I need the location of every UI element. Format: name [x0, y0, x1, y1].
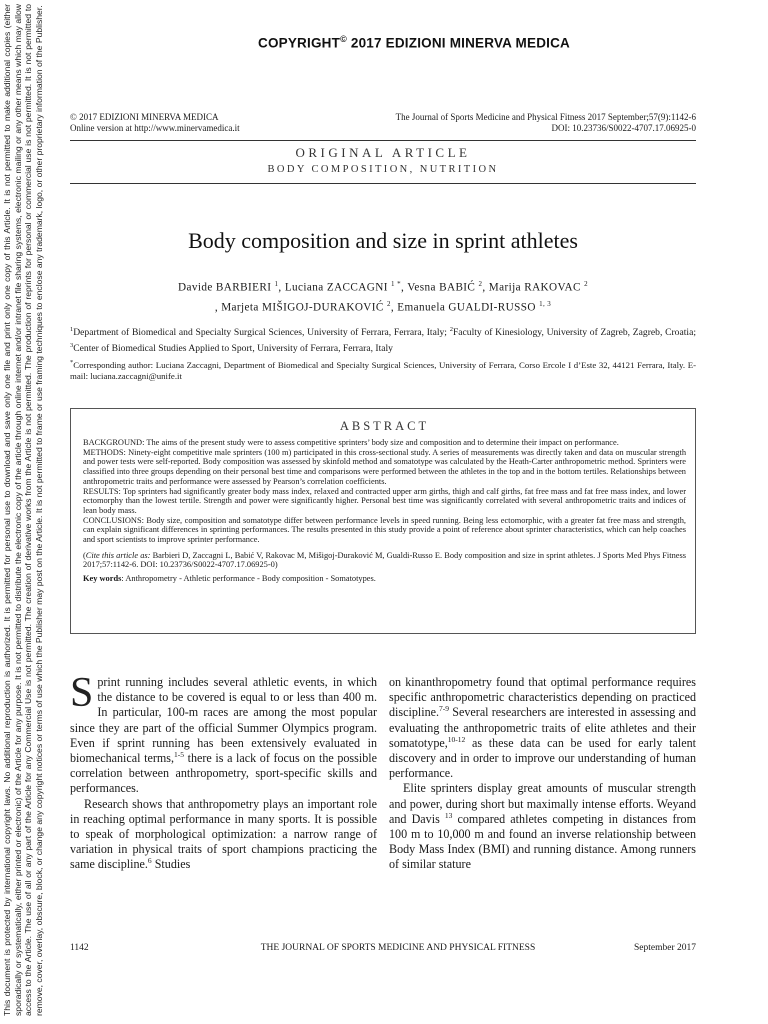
copyright-notice-text: This document is protected by international copyright laws. No additional reproduction is authorized. It is permitted for personal use to download and save only one file and print only one copy of this Article. It is not permitted to make additional copies (either sporadically or systematically, either printed or electronic) of the Article for any purpose. It is not permitted to distribute the electronic copy of the article through online internet and/or intranet file sharing systems, electronic mailing or any other means which may allow access to the Article. The use of all or any part of the Article for any Commercial Use is not permitted. The creation of derivative works from the Article is not permitted. The production of reprints for personal or commercial use is not permitted. It is not permitted to remove, cover, overlay, obscure, block, or change any copyright notices or terms of use which the Publisher may post on the Article. It is not permitted to frame or use framing techniques to enclose any trademark, logo, or other proprietary information of the Publisher. — [2, 4, 44, 1016]
author-affiliation-mark: 1, 3 — [539, 299, 552, 308]
author-list — [90, 276, 676, 315]
body-paragraph — [70, 670, 377, 797]
publisher-copyright: © 2017 EDIZIONI MINERVA MEDICA — [70, 112, 219, 122]
copyright-banner — [70, 34, 758, 51]
footer-journal-name: THE JOURNAL OF SPORTS MEDICINE AND PHYSICAL FITNESS — [260, 943, 536, 953]
article-type-header — [70, 140, 696, 184]
abstract-text: Ninety-eight competitive male sprinters (100 m) participated in this cross-sectional study. A series of measurements was directly taken and data on muscular strength and power tests were self-reported. Body composition was assessed by skinfold method and somatotype was calculated by the Heath-Carter anthropometric method. Sprinters were classified into three groups depending on their personal best time and comparisons were performed between the athletes in the top and in the bottom tertiles. Relationships between anthropometric traits and performance were assessed by Pearson’s correlation coefficients. — [83, 447, 687, 486]
abstract-background — [83, 438, 686, 448]
cite-label: Cite this article as: — [85, 550, 151, 560]
body-text: as these data can be used for early talent discovery and in order to improve our understanding of human performance. — [389, 735, 696, 781]
cite-as: (Cite this article as: Barbieri D, Zaccagni L, Babić V, Rakovac M, Mišigoj-Duraković M, Gualdi-Russo E. Body composition and size in sprint athletes. J Sports Med Phys Fitness 2017;57:1142-6. DOI: 10.23736/S0022-4707.17.06925-0) — [83, 550, 686, 570]
abstract-heading: ABSTRACT — [339, 419, 430, 433]
citation-ref: 10-12 — [447, 734, 466, 744]
paper-title: Body composition and size in sprint athletes — [188, 228, 578, 253]
body-text: Several researchers are interested in assessing and evaluating the anthropometric traits of elite athletes and their somatotype, — [389, 705, 696, 750]
abstract-text: The aims of the present study were to assess competitive sprinters’ body size and composition and to determine their impact on performance. — [146, 438, 619, 447]
author-name: Davide BARBIERI — [178, 281, 275, 294]
affiliations — [70, 323, 696, 355]
author-name: , Vesna BABIĆ — [401, 281, 479, 294]
body-text: Research shows that anthropometry plays an important role in reaching optimal performance in many sports. It is possible to speak of morphological optimization: a narrow range of variation in physical traits of sport champions practicing the same discipline. — [70, 796, 377, 872]
body-text: print running includes several athletic events, in which the distance to be covered is equal to or less than 400 m. In particular, 100-m races are among the most popular since they are part of the official Summer Olympics program. Even if sprint running has been extensively evaluated in biomechanical terms, — [70, 675, 377, 766]
abstract-methods — [83, 448, 686, 487]
banner-post: 2017 EDIZIONI MINERVA MEDICA — [346, 35, 570, 51]
body-text: on kinanthropometry found that optimal performance requires specific anthropometric characteristics depending on practiced discipline. — [389, 675, 696, 720]
body-paragraph — [389, 675, 696, 781]
keywords — [83, 574, 686, 584]
abstract-label: BACKGROUND: — [83, 438, 147, 447]
drop-cap: S — [70, 670, 94, 716]
abstract-text: Body size, composition and somatotype differ between performance levels in speed running. Being less ectomorphic, with a greater fat free mass and strength, can explain significant differences in sprinting performances. The results presented in this study provide a point of reference about sprinter characteristics, which can help coaches and sport scientists to improve sprinter performance. — [83, 515, 686, 545]
journal-citation-info — [396, 112, 696, 134]
author-name: , Luciana ZACCAGNI — [278, 281, 392, 294]
abstract-box — [70, 408, 696, 634]
citation-ref: 6 — [147, 856, 152, 866]
online-version-link[interactable]: Online version at http://www.minervamedica.it — [70, 123, 240, 133]
affiliation-text: Center of Biomedical Studies Applied to Sport, University of Ferrara, Ferrara, Italy — [73, 343, 393, 355]
banner-pre: COPYRIGHT — [258, 35, 341, 51]
affiliation-mark: 3 — [70, 342, 74, 350]
article-type-label: ORIGINAL ARTICLE — [295, 145, 471, 160]
page-number: 1142 — [70, 943, 89, 953]
citation-ref: 13 — [444, 810, 453, 820]
author-affiliation-mark: 2 — [478, 280, 483, 288]
affiliation-text: Faculty of Kinesiology, University of Zagreb, Zagreb, Croatia; — [452, 327, 696, 339]
corresponding-mark: * — [70, 359, 74, 366]
body-text: Studies — [151, 857, 191, 872]
author-affiliation-mark: 2 — [584, 280, 588, 288]
publisher-info — [70, 112, 240, 134]
author-affiliation-mark: 1 — [274, 280, 279, 288]
abstract-conclusions — [83, 516, 686, 545]
body-text: compared athletes competing in distances from 100 m to 10,000 m and found an inverse relationship between Body Mass Index (BMI) and running distance. Among runners of similar stature — [389, 811, 696, 872]
affiliation-text: Department of Biomedical and Specialty Surgical Sciences, University of Ferrara, Ferrara, Italy; — [73, 327, 450, 339]
article-section-label: BODY COMPOSITION, NUTRITION — [267, 164, 499, 175]
body-column-right — [389, 675, 696, 873]
body-paragraph — [70, 797, 377, 873]
body-text: Elite sprinters display great amounts of muscular strength and power, during short but maximally intense efforts. Weyand and Davis — [389, 781, 696, 826]
author-name: , Marija RAKOVAC — [482, 281, 585, 294]
author-affiliation-mark: 1 * — [391, 280, 401, 288]
citation-ref: 7-9 — [439, 704, 450, 714]
author-name: , Emanuela GUALDI-RUSSO — [390, 301, 540, 314]
affiliation-mark: 1 — [70, 326, 74, 333]
author-name: , Marjeta MIŠIGOJ-DURAKOVIĆ — [214, 301, 387, 314]
abstract-label: METHODS: — [83, 447, 129, 457]
banner-copyright-symbol: © — [340, 34, 347, 44]
copyright-side-notice — [0, 0, 66, 1024]
author-affiliation-mark: 2 — [386, 299, 391, 308]
cite-text: Barbieri D, Zaccagni L, Babić V, Rakovac M, Mišigoj-Duraković M, Gualdi-Russo E. Body composition and size in sprint athletes. J Sports Med Phys Fitness 2017;57:1142-6. DOI: 10.23736/S0022-4707.17.06925-0) — [83, 550, 686, 570]
abstract-label: CONCLUSIONS: — [83, 515, 147, 525]
body-text: there is a lack of focus on the possible correlation between anthropometry, sport-specific skills and performances. — [70, 751, 377, 796]
keywords-text: : Anthropometry - Athletic performance - Body composition - Somatotypes. — [121, 574, 376, 584]
abstract-text: Top sprinters had significantly greater body mass index, relaxed and contracted upper arm girths, thigh and calf girths, fat free mass and fat free mass index, and lower ectomorphy than the lowest tertile. Strength and power were significantly higher. Personal best time was significantly correlated with several anthropometric traits and indices of lean body mass. — [83, 486, 687, 515]
affiliation-mark: 2 — [449, 326, 453, 333]
corresponding-author-text: Corresponding author: Luciana Zaccagni, Department of Biomedical and Specialty Surgical Sciences, University of Ferrara, Corso Ercole I d’Este 32, 44121 Ferrara, Italy. E-mail: luciana.zaccagni@unife.it — [70, 359, 696, 382]
doi: DOI: 10.23736/S0022-4707.17.06925-0 — [551, 123, 696, 133]
abstract-label: RESULTS: — [83, 486, 123, 496]
keywords-label: Key words — [83, 574, 122, 584]
journal-issue: The Journal of Sports Medicine and Physical Fitness 2017 September;57(9):1142-6 — [395, 112, 696, 122]
abstract-results — [83, 487, 686, 516]
citation-ref: 1-5 — [174, 749, 185, 759]
body-paragraph — [389, 781, 696, 872]
body-column-left — [70, 670, 377, 873]
corresponding-author — [70, 357, 696, 383]
footer-date: September 2017 — [633, 943, 696, 953]
